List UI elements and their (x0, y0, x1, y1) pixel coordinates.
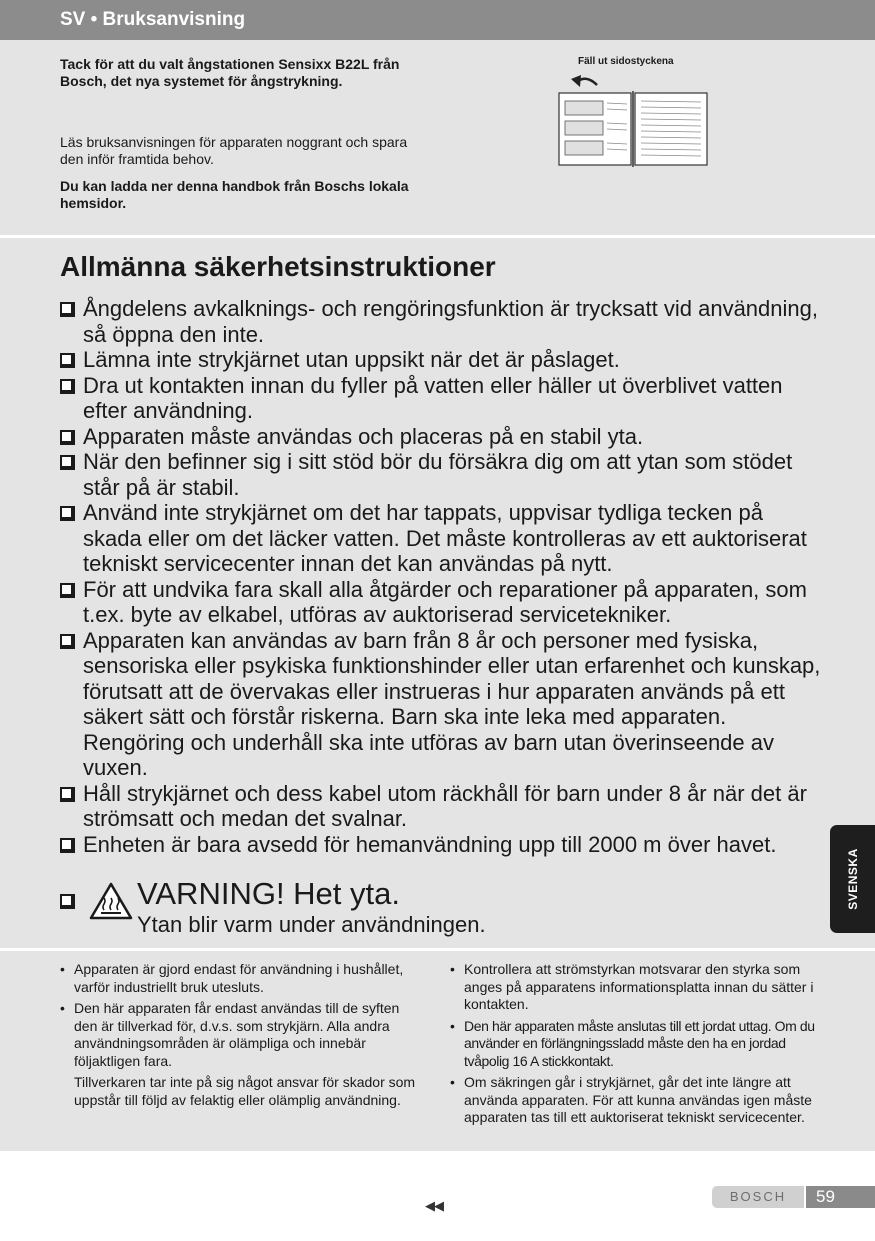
notes-right-column (450, 961, 820, 1131)
safety-rule: Apparaten måste användas och placeras på en stabil yta. (60, 424, 825, 450)
notes-left-column (60, 961, 425, 1113)
safety-rule: Ångdelens avkalknings- och rengöringsfunktion är trycksatt vid användning, så öppna den inte. (60, 296, 825, 347)
safety-section (0, 238, 875, 948)
note-item: • Apparaten är gjord endast för användning i hushållet, varför industriellt bruk utesluts. (60, 961, 425, 996)
fold-caption: Fäll ut sidostyckena (578, 56, 674, 67)
safety-rule: Använd inte strykjärnet om det har tappats, uppvisar tydliga tecken på skada eller om det läcker vatten. Det måste kontrolleras av ett auktoriserat tekniskt servicecenter innan det kan användas på nytt. (60, 500, 825, 577)
header-bar (0, 0, 875, 40)
language-tab-label: SVENSKA (845, 848, 860, 910)
safety-rule: Lämna inte strykjärnet utan uppsikt när det är påslaget. (60, 347, 825, 373)
notes-section (0, 951, 875, 1151)
note-item: • Den här apparaten får endast användas till de syften den är tillverkad för, d.v.s. som strykjärn. Alla andra användningsområden är olämpliga och innebär följaktligen fara. (60, 1000, 425, 1070)
checkbox-bullet-icon (60, 302, 73, 315)
checkbox-bullet-icon (60, 838, 73, 851)
checkbox-bullet-icon (60, 353, 73, 366)
checkbox-bullet-icon (60, 379, 73, 392)
intro-read: Läs bruksanvisningen för apparaten noggrant och spara den inför framtida behov. (60, 134, 408, 167)
open-book-icon (555, 73, 711, 173)
safety-rules (60, 296, 825, 857)
safety-rule: När den befinner sig i sitt stöd bör du försäkra dig om att ytan som stödet står på är stabil. (60, 449, 825, 500)
checkbox-bullet-icon (60, 430, 73, 443)
note-item: • Den här apparaten måste anslutas till ett jordat uttag. Om du använder en förlängningssladd måste den ha en jordad tvåpolig 16 A stickkontakt. (450, 1018, 820, 1071)
safety-rule: Apparaten kan användas av barn från 8 år och personer med fysiska, sensoriska eller psykiska funktionshinder eller utan erfarenhet och kunskap, förutsatt att de övervakas eller instrueras i hur apparaten används på ett säkert sätt och förstår riskerna. Barn ska inte leka med apparaten. Rengöring och underhåll ska inte utföras av barn utan överinseende av vuxen. (60, 628, 825, 781)
safety-heading: Allmänna säkerhetsinstruktioner (60, 251, 496, 282)
note-item: Tillverkaren tar inte på sig något ansvar för skador som uppstår till följd av felaktig eller olämplig användning. (74, 1074, 416, 1108)
checkbox-bullet-icon (60, 455, 73, 468)
brand-logo: BOSCH (712, 1186, 804, 1208)
warning-title: VARNING! Het yta. (137, 876, 400, 911)
hot-surface-warning-icon (89, 882, 133, 920)
hot-surface-warning (60, 876, 660, 942)
checkbox-bullet-icon (60, 787, 73, 800)
warning-subtitle: Ytan blir varm under användningen. (137, 912, 486, 937)
safety-rule: Enheten är bara avsedd för hemanvändning upp till 2000 m över havet. (60, 832, 825, 858)
safety-rule: Dra ut kontakten innan du fyller på vatten eller häller ut överblivet vatten efter användning. (60, 373, 825, 424)
previous-page-icon[interactable]: ◀◀ (425, 1198, 443, 1213)
note-item: • Kontrollera att strömstyrkan motsvarar den styrka som anges på apparatens informationsplatta innan du sätter i kontakten. (450, 961, 820, 1014)
note-item: • Om säkringen går i strykjärnet, går det inte längre att använda apparaten. För att kunna användas igen måste apparaten tas till ett auktoriserat tekniskt servicecenter. (450, 1074, 820, 1127)
checkbox-bullet-icon (60, 506, 73, 519)
intro-section (0, 40, 875, 235)
safety-rule: Håll strykjärnet och dess kabel utom räckhåll för barn under 8 år när det är strömsatt och medan det svalnar. (60, 781, 825, 832)
checkbox-bullet-icon (60, 583, 73, 596)
intro-download: Du kan ladda ner denna handbok från Boschs lokala hemsidor. (60, 178, 409, 211)
intro-thanks: Tack för att du valt ångstationen Sensixx B22L från Bosch, det nya systemet för ångstrykning. (60, 56, 400, 89)
page-title: SV • Bruksanvisning (60, 9, 246, 30)
language-tab[interactable] (830, 825, 875, 933)
safety-rule: För att undvika fara skall alla åtgärder och reparationer på apparaten, som t.ex. byte av elkabel, utföras av auktoriserad servicetekniker. (60, 577, 825, 628)
page-number: 59 (806, 1186, 875, 1208)
checkbox-bullet-icon (60, 634, 73, 647)
checkbox-bullet-icon (60, 894, 73, 907)
